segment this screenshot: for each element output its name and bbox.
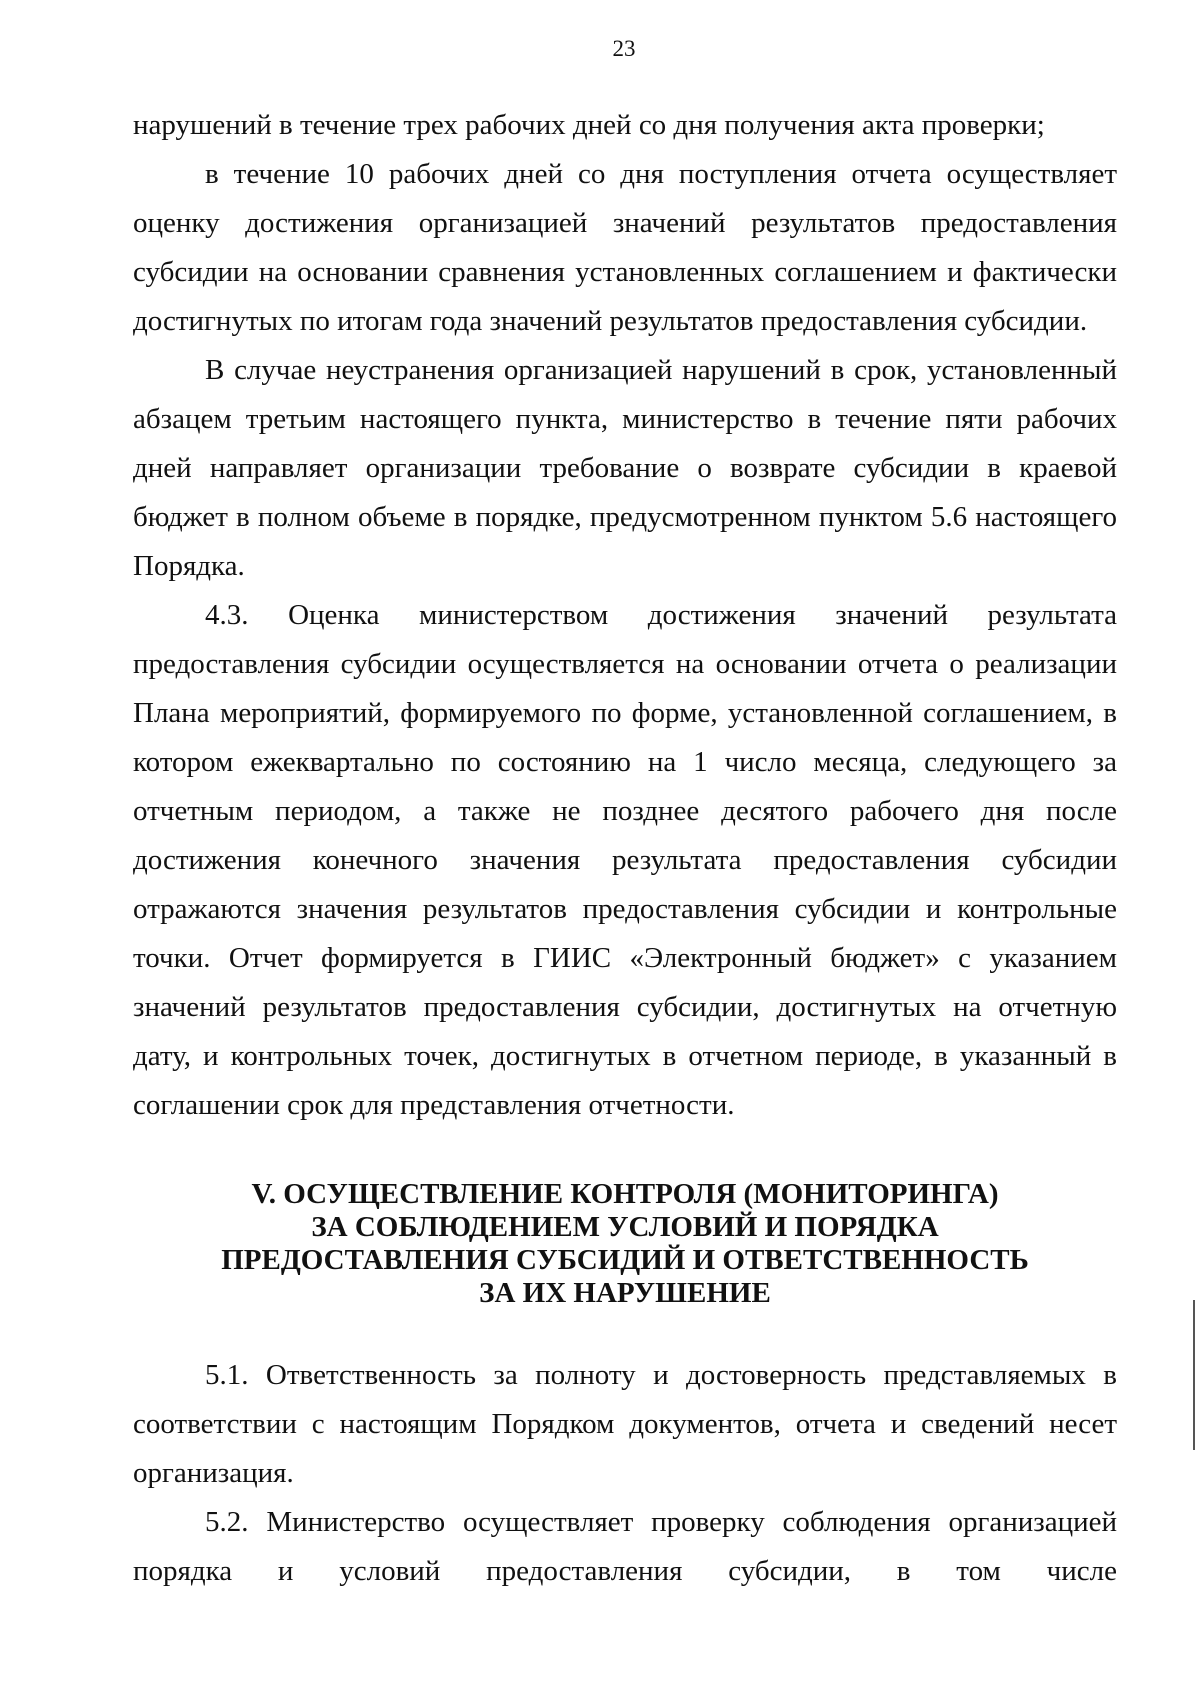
page-number: 23: [612, 36, 636, 61]
body-text-top: [133, 101, 1117, 1130]
section-heading-line-4: ЗА ИХ НАРУШЕНИЕ: [479, 1277, 771, 1309]
paragraph-non-elimination: В случае неустранения организацией нарушений в срок, установленный абзацем третьим настоящего пункта, министерство в течение пяти рабочих дней направляет организации требование о возврате субсидии в краевой бюджет в полном объеме в порядке, предусмотренном пунктом 5.6 настоящего Порядка.: [133, 354, 1117, 582]
section-heading-line-2: ЗА СОБЛЮДЕНИЕМ УСЛОВИЙ И ПОРЯДКА: [311, 1211, 939, 1243]
paragraph-assessment: в течение 10 рабочих дней со дня поступления отчета осуществляет оценку достижения организацией значений результатов предоставления субсидии на основании сравнения установленных соглашением и фактически достигнутых по итогам года значений результатов предоставления субсидии.: [133, 158, 1117, 337]
section-heading-line-1: V. ОСУЩЕСТВЛЕНИЕ КОНТРОЛЯ (МОНИТОРИНГА): [251, 1178, 999, 1210]
section-heading-line-3: ПРЕДОСТАВЛЕНИЯ СУБСИДИЙ И ОТВЕТСТВЕННОСТЬ: [221, 1244, 1029, 1276]
scan-edge-line: [1193, 1300, 1195, 1450]
paragraph-continuation: нарушений в течение трех рабочих дней со дня получения акта проверки;: [133, 109, 1045, 141]
paragraph-5-2: 5.2. Министерство осуществляет проверку соблюдения организацией порядка и условий предоставления субсидии, в том числе: [133, 1506, 1117, 1587]
paragraph-4-3: 4.3. Оценка министерством достижения значений результата предоставления субсидии осуществляется на основании отчета о реализации Плана мероприятий, формируемого по форме, установленной соглашением, в котором ежеквартально по состоянию на 1 число месяца, следующего за отчетным периодом, а также не позднее десятого рабочего дня после достижения конечного значения результата предоставления субсидии отражаются значения результатов предоставления субсидии и контрольные точки. Отчет формируется в ГИИС «Электронный бюджет» с указанием значений результатов предоставления субсидии, достигнутых на отчетную дату, и контрольных точек, достигнутых в отчетном периоде, в указанный в соглашении срок для представления отчетности.: [133, 599, 1117, 1121]
paragraph-5-1: 5.1. Ответственность за полноту и достоверность представляемых в соответствии с настоящим Порядком документов, отчета и сведений несет организация.: [133, 1359, 1117, 1489]
section-heading: [133, 1178, 1117, 1310]
body-text-bottom: [133, 1351, 1117, 1596]
